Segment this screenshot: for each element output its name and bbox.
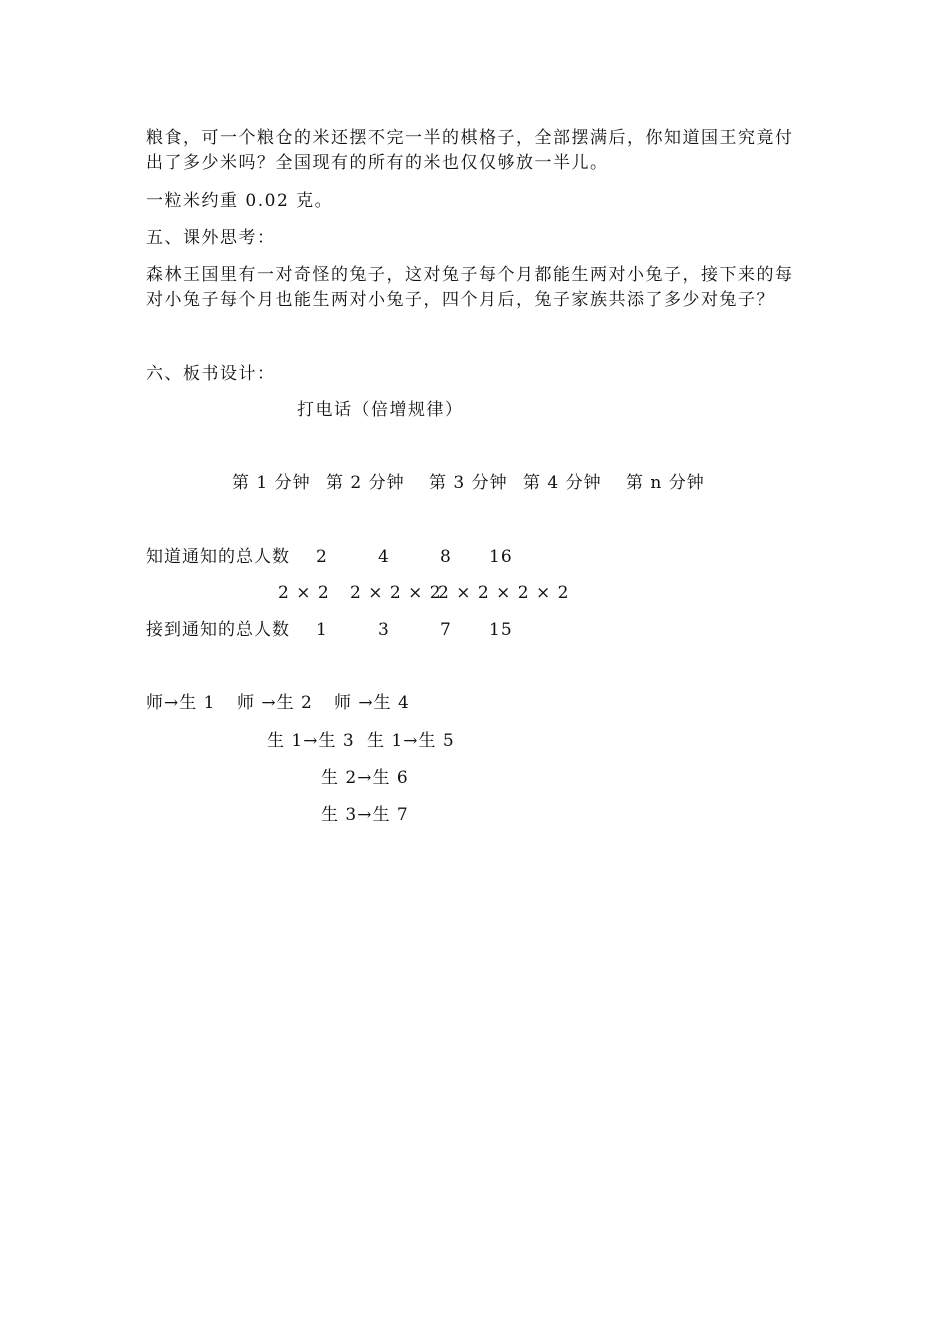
know-row-value: 2	[316, 547, 328, 567]
flow-step: 师 →生 4	[334, 693, 410, 713]
minute-label: 第 2 分钟	[326, 473, 405, 493]
flow-step: 生 3→生 7	[321, 805, 409, 825]
paragraph-line: 出了多少米吗？全国现有的所有的米也仅仅够放一半儿。	[146, 153, 609, 173]
received-row-value: 3	[378, 620, 390, 640]
flow-step: 生 1→生 3	[267, 731, 355, 751]
know-row-label: 知道通知的总人数	[146, 547, 290, 567]
received-row-value: 15	[489, 620, 513, 640]
received-row-value: 1	[316, 620, 328, 640]
section-heading-6: 六、板书设计：	[146, 364, 276, 384]
section-5-line: 森林王国里有一对奇怪的兔子，这对兔子每个月都能生两对小兔子，接下来的每	[146, 265, 794, 285]
flow-step: 师 →生 2	[237, 693, 313, 713]
received-row-value: 7	[440, 620, 452, 640]
minute-label: 第 1 分钟	[232, 473, 311, 493]
rice-weight-note: 一粒米约重 0.02 克。	[146, 191, 334, 211]
know-row-value: 4	[378, 547, 390, 567]
product-expression: 2 × 2 × 2 × 2	[438, 583, 570, 603]
paragraph-line: 粮食，可一个粮仓的米还摆不完一半的棋格子，全部摆满后，你知道国王究竟付	[146, 128, 794, 148]
know-row-value: 8	[440, 547, 452, 567]
product-expression: 2 × 2	[278, 583, 330, 603]
product-expression: 2 × 2 × 2	[350, 583, 442, 603]
minute-label: 第 n 分钟	[626, 473, 705, 493]
minute-label: 第 4 分钟	[523, 473, 602, 493]
section-heading-5: 五、课外思考：	[146, 228, 276, 248]
know-row-value: 16	[489, 547, 513, 567]
flow-step: 师→生 1	[146, 693, 216, 713]
received-row-label: 接到通知的总人数	[146, 620, 290, 640]
board-title: 打电话（倍增规律）	[297, 400, 464, 420]
flow-step: 生 2→生 6	[321, 768, 409, 788]
section-5-line: 对小兔子每个月也能生两对小兔子，四个月后，兔子家族共添了多少对兔子？	[146, 290, 775, 310]
flow-step: 生 1→生 5	[367, 731, 455, 751]
minute-label: 第 3 分钟	[429, 473, 508, 493]
